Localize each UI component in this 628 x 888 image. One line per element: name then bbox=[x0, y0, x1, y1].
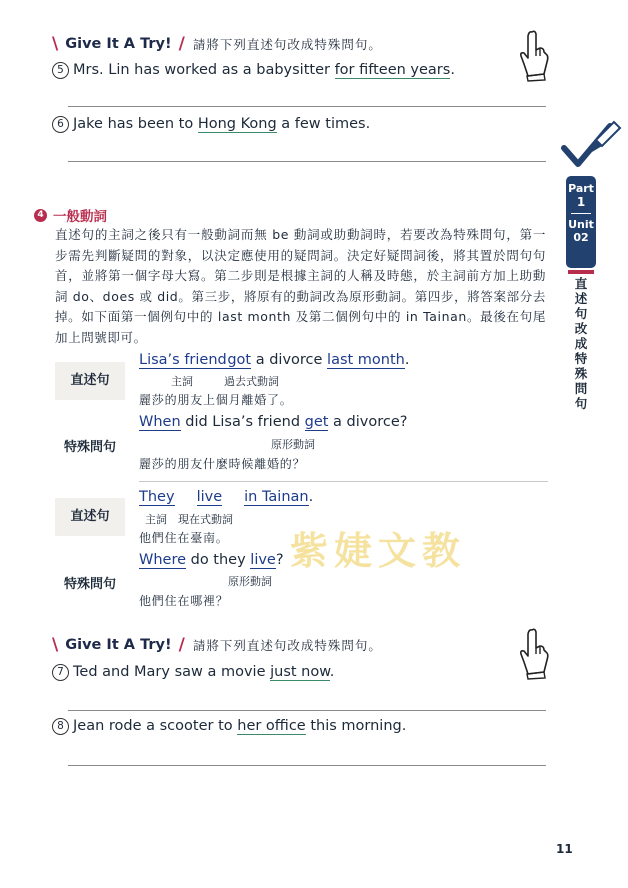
instruction-text: 請將下列直述句改成特殊問句。 bbox=[192, 37, 382, 52]
question-end: ? bbox=[275, 552, 284, 568]
vertical-char: 句 bbox=[574, 306, 588, 321]
slash-right: / bbox=[178, 635, 185, 655]
example-statement bbox=[139, 489, 313, 505]
verb-phrase: got bbox=[227, 352, 252, 368]
question-text-end: a few times. bbox=[276, 116, 371, 132]
pointing-hand-icon bbox=[518, 626, 550, 680]
answer-line[interactable] bbox=[68, 765, 546, 766]
base-verb: live bbox=[250, 552, 276, 568]
question-text: Mrs. Lin has worked as a babysitter bbox=[73, 62, 335, 78]
statement-translation: 他們住在臺南。 bbox=[139, 531, 229, 545]
give-it-a-try-header bbox=[52, 34, 382, 54]
question-label: 特殊問句 bbox=[63, 440, 116, 455]
vertical-char: 問 bbox=[574, 381, 588, 396]
underlined-phrase: for fifteen years bbox=[334, 62, 451, 78]
give-it-a-try-title: Give It A Try! bbox=[65, 637, 172, 653]
statement-text: a divorce bbox=[251, 352, 328, 368]
subject-note: 主詞 bbox=[171, 375, 193, 388]
underlined-phrase: her office bbox=[237, 718, 306, 734]
vertical-char: 成 bbox=[574, 336, 588, 351]
answer-line[interactable] bbox=[68, 161, 546, 162]
question-text-end: this morning. bbox=[305, 718, 407, 734]
question-text-end: . bbox=[450, 62, 455, 78]
question-translation: 麗莎的朋友什麼時候離婚的？ bbox=[139, 457, 306, 471]
pointing-hand-icon bbox=[518, 28, 550, 82]
give-it-a-try-header bbox=[52, 635, 382, 655]
statement-end: . bbox=[308, 489, 314, 505]
tab-accent-bar bbox=[568, 270, 594, 274]
vertical-char: 改 bbox=[574, 321, 588, 336]
question-label: 特殊問句 bbox=[63, 577, 116, 592]
subject-phrase: They bbox=[139, 489, 175, 505]
vertical-char: 直 bbox=[574, 276, 588, 291]
unit-number: 02 bbox=[573, 231, 589, 244]
page-number: 11 bbox=[556, 842, 573, 856]
verb-phrase: live bbox=[196, 489, 223, 505]
question-text: Jean rode a scooter to bbox=[73, 718, 238, 734]
vertical-char: 句 bbox=[574, 396, 588, 411]
statement-end: . bbox=[404, 352, 410, 368]
slash-left: \ bbox=[52, 635, 59, 655]
subject-note: 主詞 bbox=[145, 513, 167, 526]
underlined-phrase: Hong Kong bbox=[197, 116, 277, 132]
question-number: 5 bbox=[52, 62, 69, 79]
answer-line[interactable] bbox=[68, 710, 546, 711]
watermark: 紫婕文教 bbox=[290, 528, 467, 573]
divider bbox=[139, 481, 548, 482]
question-text: Ted and Mary saw a movie bbox=[73, 664, 271, 680]
wh-word: When bbox=[139, 414, 181, 430]
vertical-char: 殊 bbox=[574, 366, 588, 381]
section-header bbox=[34, 205, 107, 225]
question-6 bbox=[52, 116, 370, 133]
section-title: 一般動詞 bbox=[53, 209, 107, 225]
question-text: Jake has been to bbox=[73, 116, 198, 132]
answer-line[interactable] bbox=[68, 106, 546, 107]
part-number: 1 bbox=[576, 195, 586, 209]
question-text-end: . bbox=[329, 664, 335, 680]
verb-note: 現在式動詞 bbox=[178, 513, 233, 526]
underlined-phrase: just now bbox=[270, 664, 330, 680]
slash-left: \ bbox=[52, 34, 59, 54]
question-8 bbox=[52, 718, 406, 735]
question-translation: 他們住在哪裡？ bbox=[139, 594, 229, 608]
statement-translation: 麗莎的朋友上個月離婚了。 bbox=[139, 393, 293, 407]
unit-label: Unit bbox=[568, 218, 594, 231]
question-number: 7 bbox=[52, 664, 69, 681]
question-7 bbox=[52, 664, 334, 681]
section-number: 4 bbox=[34, 209, 47, 222]
time-phrase: last month bbox=[327, 352, 405, 368]
question-text: do they bbox=[186, 552, 251, 568]
base-verb-note: 原形動詞 bbox=[228, 575, 272, 588]
wh-word: Where bbox=[139, 552, 187, 568]
subject-phrase: Lisa’s friend bbox=[139, 352, 227, 368]
unit-vertical-title bbox=[572, 276, 590, 411]
example-statement bbox=[139, 352, 409, 368]
example-question bbox=[139, 552, 284, 568]
statement-label: 直述句 bbox=[55, 498, 125, 536]
question-text: did Lisa’s friend bbox=[180, 414, 305, 430]
section-paragraph bbox=[55, 225, 546, 348]
verb-note: 過去式動詞 bbox=[224, 375, 279, 388]
paragraph-text: 直述句的主詞之後只有一般動詞而無 be 動詞或助動詞時，若要改為特殊問句，第一步需先判斷疑問的對象，以決定應使用的疑問詞。決定好疑問詞後，將其置於問句句首，並將第一個字母大寫。第二步則是根據主詞的人稱及時態，於主詞前方加上助動詞 do、does 或 did。第三步，將原有的動詞改為原形動詞。第四步，將答案部分去掉。如下面第一個例句中的 last month 及第二個例句中的 in Tainan。最後在句尾加上問號即可。 bbox=[55, 227, 546, 345]
part-label: Part bbox=[568, 182, 594, 195]
base-verb: get bbox=[304, 414, 329, 430]
checkmark-pencil-icon bbox=[560, 118, 622, 176]
example-question bbox=[139, 414, 407, 430]
question-5 bbox=[52, 62, 455, 79]
place-phrase: in Tainan bbox=[244, 489, 309, 505]
question-end: a divorce? bbox=[328, 414, 408, 430]
part-unit-tab bbox=[566, 176, 596, 268]
question-number: 6 bbox=[52, 116, 69, 133]
give-it-a-try-title: Give It A Try! bbox=[65, 36, 172, 52]
question-number: 8 bbox=[52, 718, 69, 735]
statement-label: 直述句 bbox=[55, 362, 125, 400]
vertical-char: 述 bbox=[574, 291, 588, 306]
slash-right: / bbox=[178, 34, 185, 54]
instruction-text: 請將下列直述句改成特殊問句。 bbox=[192, 638, 382, 653]
base-verb-note: 原形動詞 bbox=[271, 438, 315, 451]
vertical-char: 特 bbox=[574, 351, 588, 366]
